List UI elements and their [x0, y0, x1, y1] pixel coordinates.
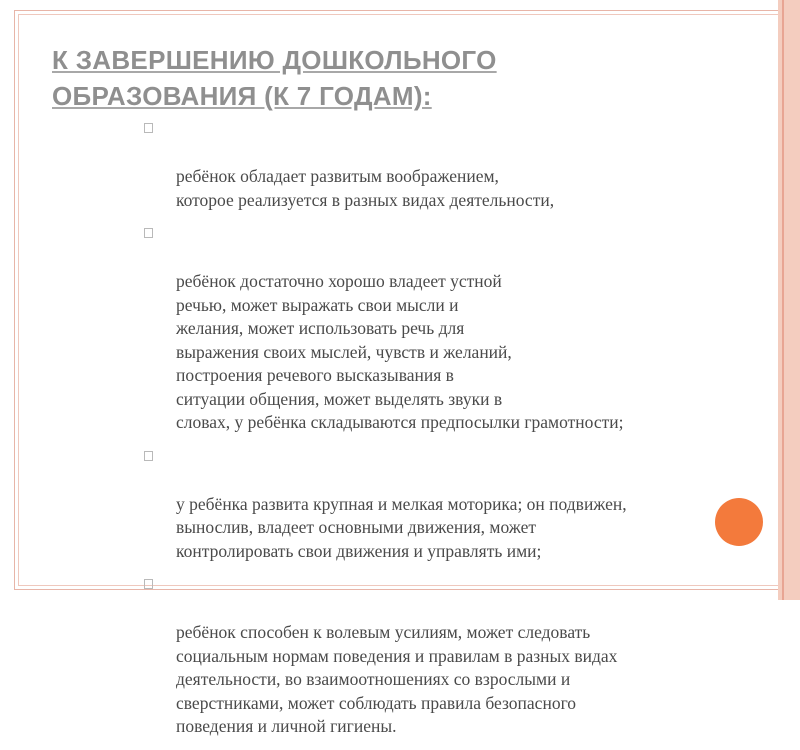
bullet-square-icon — [144, 228, 153, 238]
right-decorative-line — [782, 0, 784, 600]
list-item — [144, 574, 764, 739]
list-item — [144, 223, 764, 435]
list-item — [144, 118, 764, 212]
bullet-square-icon — [144, 123, 153, 133]
bullet-list — [144, 118, 764, 750]
list-item — [144, 446, 764, 564]
bullet-square-icon — [144, 579, 153, 589]
list-item-text: у ребёнка развита крупная и мелкая моторика; он подвижен, вынослив, владеет основными движения, может контролировать свои движения и управлять ими; — [176, 493, 627, 561]
decorative-orange-circle — [715, 498, 763, 546]
bullet-square-icon — [144, 451, 153, 461]
slide-title: К ЗАВЕРШЕНИЮ ДОШКОЛЬНОГО ОБРАЗОВАНИЯ (К 7 ГОДАМ): — [52, 45, 497, 111]
list-item-text: ребёнок способен к волевым усилиям, может следовать социальным нормам поведения и правилам в разных видах деятельности, во взаимоотношениях со взрослыми и сверстниками, может соблюдать правила безопасного поведения и личной гигиены. — [176, 622, 618, 736]
list-item-text: ребёнок обладает развитым воображением, которое реализуется в разных видах деятельности, — [176, 166, 555, 210]
list-item-text: ребёнок достаточно хорошо владеет устной речью, может выражать свои мысли и желания, может использовать речь для выражения своих мыслей, чувств и желаний, построения речевого высказывания в ситуации общения, может выделять звуки в словах, у ребёнка складываются предпосылки грамотности; — [176, 271, 624, 432]
